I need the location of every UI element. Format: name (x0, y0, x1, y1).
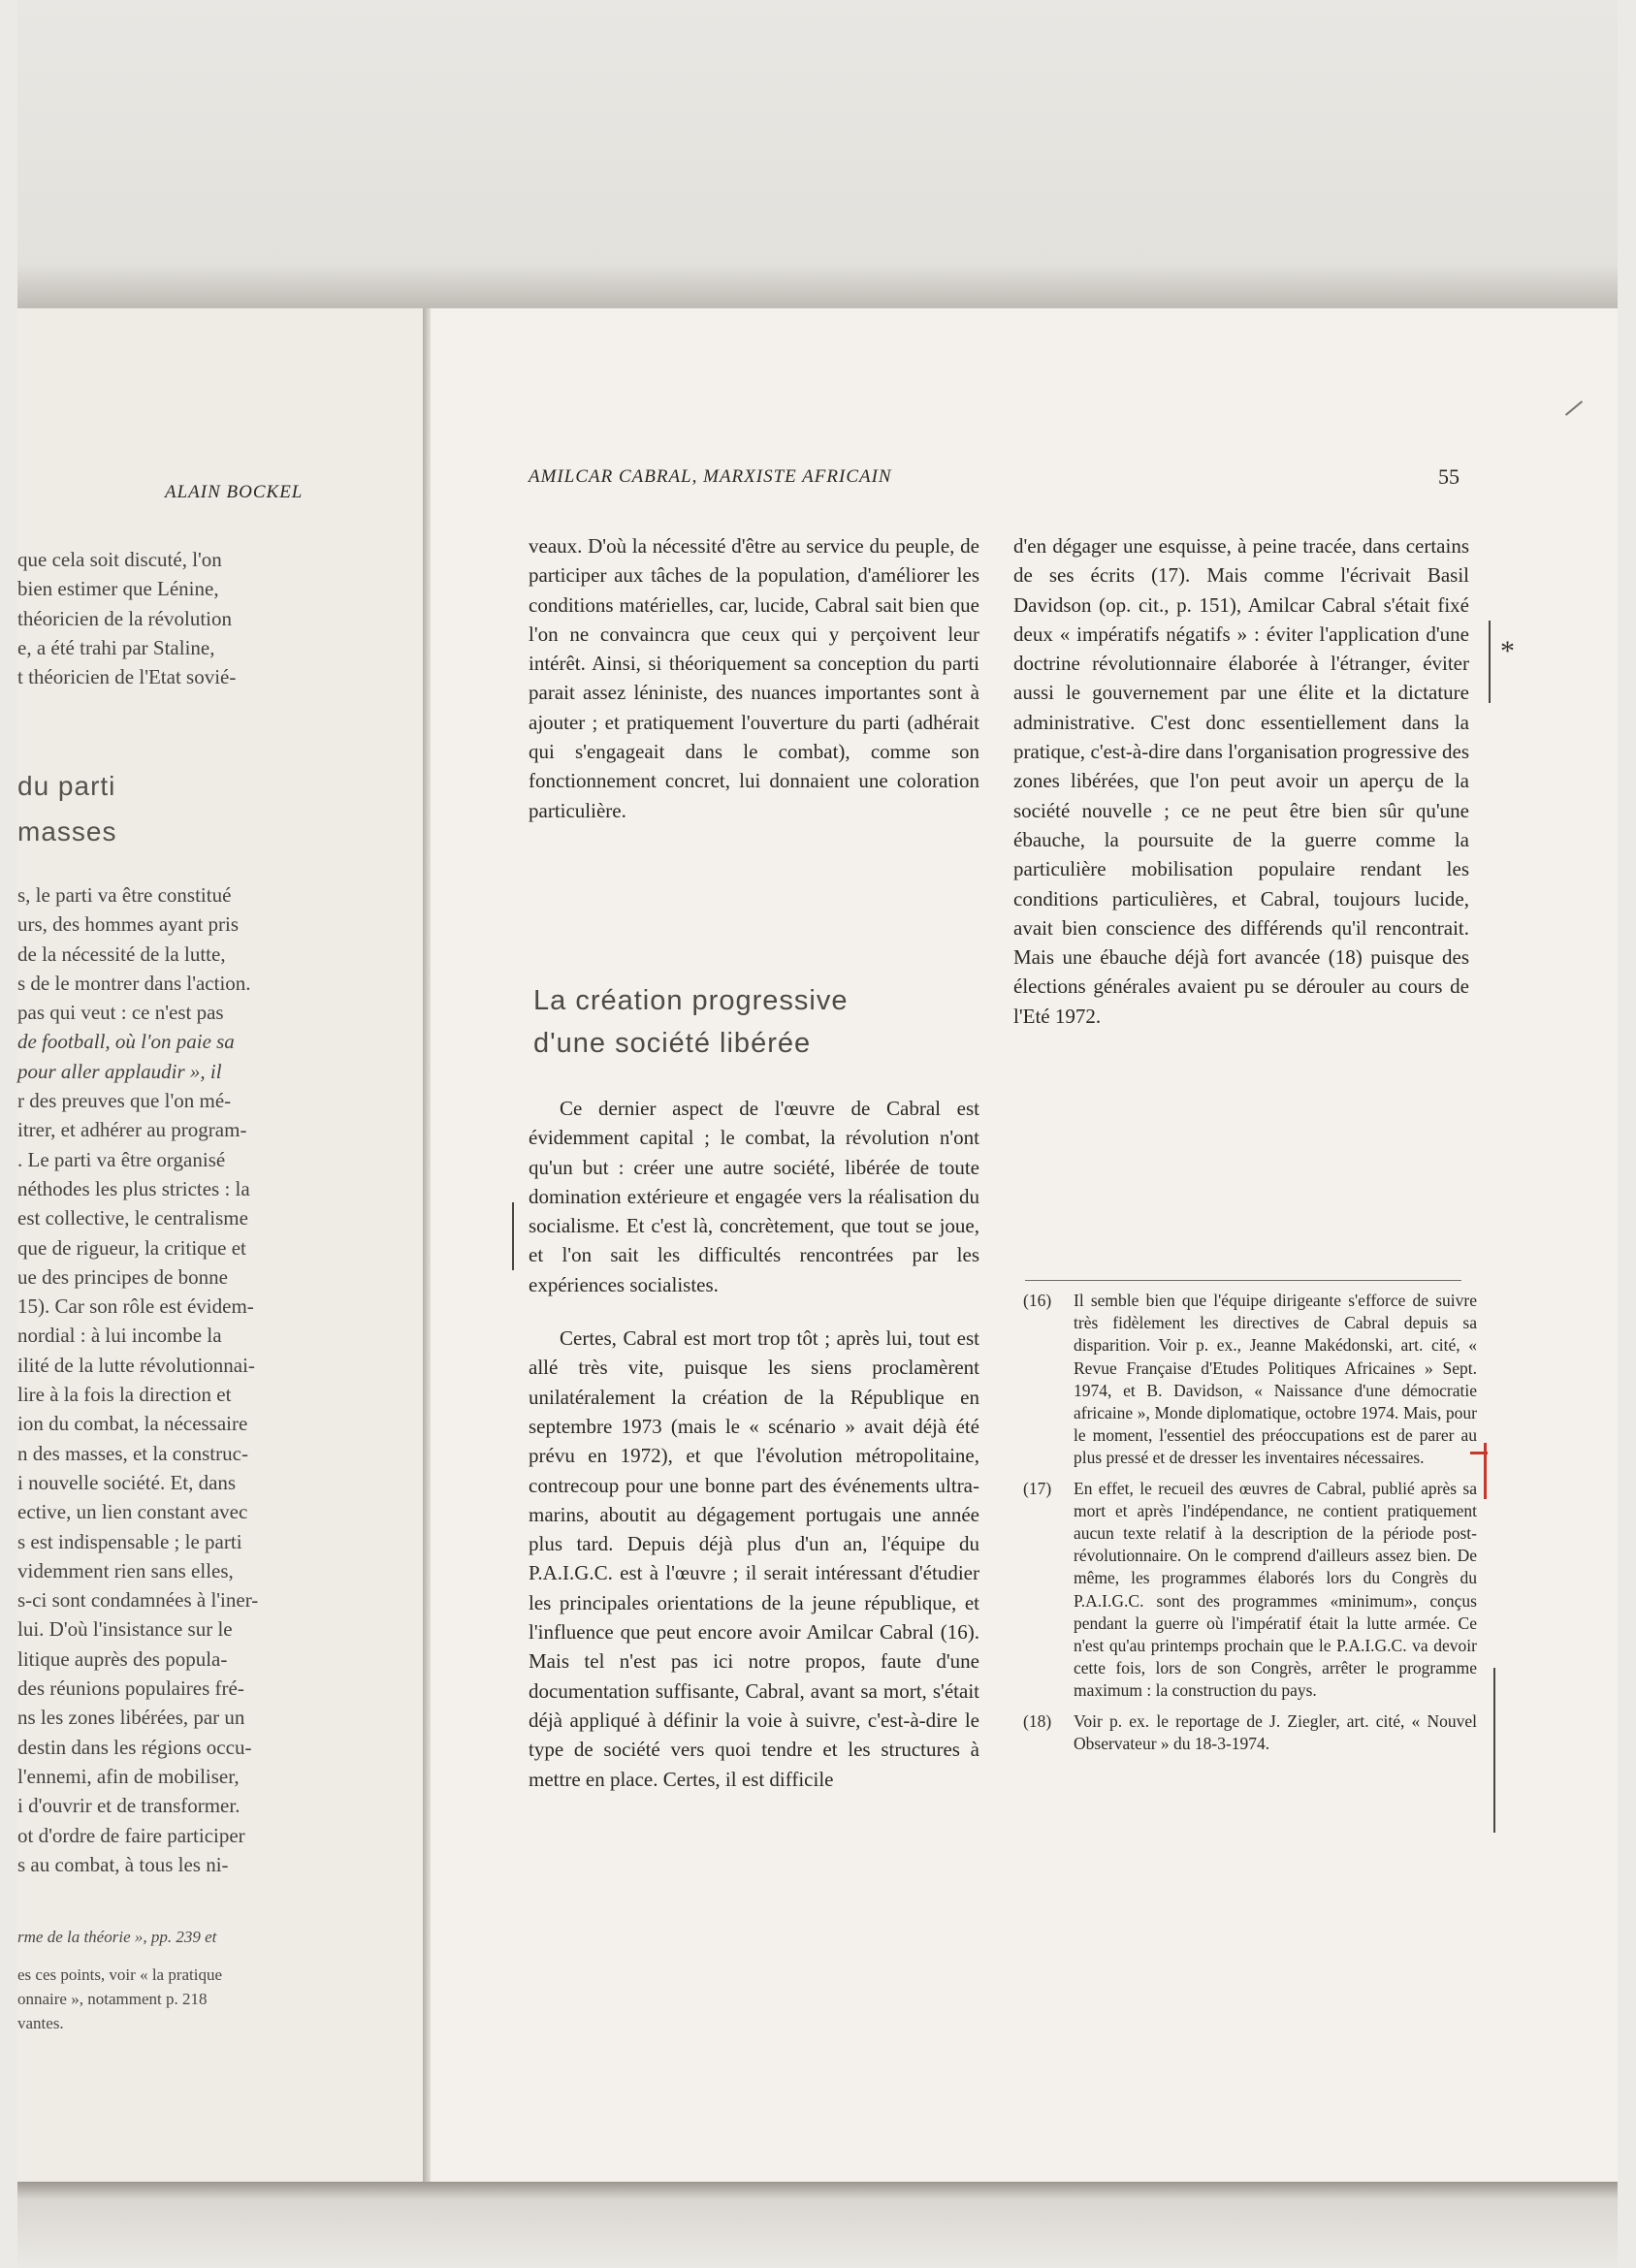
left-line: des réunions populaires fré- (17, 1677, 244, 1701)
left-line: s est indispensable ; le parti (17, 1529, 242, 1553)
footnote-number: (17) (1023, 1478, 1052, 1498)
left-line: néthodes les plus strictes : la (17, 1176, 250, 1200)
scan-background-top (17, 0, 1618, 310)
left-page-text-body (17, 880, 347, 1879)
left-note-line: rme de la théorie », pp. 239 et (17, 1928, 217, 1946)
footnote-text: En effet, le recueil des œuvres de Cabral, publié après sa mort et après l'indépendance, ne contient pratiquement aucun texte relatif à la description de la période post-révolutionnaire. On le comprend d'ailleurs assez bien. De même, les programmes élaborés lors du Congrès du P.A.I.G.C. sont des programmes «minimum», conçus pendant la guerre où l'impératif était la lutte armée. Ce n'est qu'au printemps prochain que le P.A.I.G.C. va devoir cette fois, lors de son Congrès, arrêter le programme maximum : la construction du pays. (1074, 1478, 1477, 1701)
left-page-text-top (17, 545, 347, 691)
left-line: 15). Car son rôle est évidem- (17, 1294, 254, 1319)
margin-mark-bar (512, 1202, 514, 1270)
left-section-heading-1: du parti (17, 771, 116, 801)
left-line: i nouvelle société. Et, dans (17, 1470, 237, 1494)
footnote (1023, 1478, 1477, 1703)
left-line: ns les zones libérées, par un (17, 1706, 245, 1730)
footnote-number: (16) (1023, 1291, 1052, 1310)
left-line: que cela soit discuté, l'on (17, 548, 222, 571)
left-line: de football, où l'on paie sa (17, 1030, 235, 1054)
left-line: t théoricien de l'Etat sovié- (17, 665, 237, 689)
left-line: i d'ouvrir et de transformer. (17, 1794, 241, 1818)
left-line: n des masses, et la construc- (17, 1441, 248, 1465)
left-note-line: onnaire », notamment p. 218 (17, 1990, 208, 2008)
left-line: itrer, et adhérer au program- (17, 1118, 247, 1142)
left-line: pour aller applaudir », il (17, 1059, 222, 1083)
footnote-text: Il semble bien que l'équipe dirigeante s'efforce de suivre très fidèlement les directives de Cabral depuis sa disparition. Voir p. ex., Jeanne Makédonski, art. cité, « Revue Française d'Etudes Politiques Africaines » Sept. 1974, et B. Davidson, « Naissance d'une démocratie africaine », Monde diplomatique, octobre 1974. Mais, pour le moment, l'essentiel des préoccupations est de parer au plus pressé et de dresser les inventaires nécessaires. (1074, 1291, 1477, 1468)
left-note-line: vantes. (17, 2014, 64, 2032)
column-1-bottom (529, 1094, 979, 1794)
left-line: ective, un lien constant avec (17, 1500, 248, 1524)
left-line: l'ennemi, afin de mobiliser, (17, 1764, 240, 1788)
left-line: pas qui veut : ce n'est pas (17, 1001, 224, 1025)
left-line: videmment rien sans elles, (17, 1558, 234, 1582)
left-line: . Le parti va être organisé (17, 1147, 226, 1171)
section-heading (533, 979, 960, 1065)
left-section-heading-2: masses (17, 816, 117, 847)
left-line: est collective, le centralisme (17, 1206, 248, 1230)
left-line: s, le parti va être constitué (17, 883, 232, 907)
footnote-number: (18) (1023, 1710, 1052, 1731)
left-line: s-ci sont condamnées à l'iner- (17, 1588, 259, 1613)
left-page-footnotes (17, 1925, 347, 2035)
page-fold (423, 308, 431, 2185)
page-number: 55 (1438, 464, 1460, 489)
left-line: ion du combat, la nécessaire (17, 1412, 248, 1436)
left-line: r des preuves que l'on mé- (17, 1089, 232, 1113)
section-heading-line: d'une société libérée (533, 1028, 812, 1059)
margin-star-mark: * (1500, 635, 1515, 667)
footnote-rule (1025, 1280, 1461, 1281)
left-line: lui. D'où l'insistance sur le (17, 1617, 233, 1642)
paragraph: Certes, Cabral est mort trop tôt ; après lui, tout est allé très vite, puisque les siens proclamèrent unilatéralement la création de la République en septembre 1973 (mais le « scénario » avait déjà été prévu en 1972), et que l'évolution métropolitaine, contrecoup pour une bonne part des événements ultra-marins, aboutit au dégagement portugais une année plus tard. Depuis déjà plus d'un an, l'équipe du P.A.I.G.C. est à l'œuvre ; il serait intéressant d'étudier les principales orientations de la jeune république, et l'influence que peut encore avoir Amilcar Cabral (16). Mais tel n'est pas ici notre propos, faute d'une documentation suffisante, Cabral, avant sa mort, s'était déjà appliqué à définir la voie à suivre, c'est-à-dire le type de société vers quoi tendre et les structures à mettre en place. Certes, il est difficile (529, 1326, 979, 1791)
column-1-top (529, 531, 979, 825)
left-line: e, a été trahi par Staline, (17, 635, 215, 659)
paragraph: d'en dégager une esquisse, à peine tracée, dans certains de ses écrits (17). Mais comme l'écrivait Basil Davidson (op. cit., p. 151), Amilcar Cabral s'était fixé deux « impératifs négatifs » : éviter l'application d'une doctrine révolutionnaire élaborée à l'étranger, éviter aussi le gouvernement par une élite et la dictature administrative. C'est donc essentiellement dans la pratique, c'est-à-dire dans l'organisation progressive des zones libérées, que l'on peut avoir un aperçu de la société nouvelle ; ce ne peut être bien sûr qu'une ébauche, la poursuite de la guerre comme la particulière mobilisation populaire rendant les conditions particulières, et Cabral, toujours lucide, avait bien conscience des différends qu'il rencontrait. Mais une ébauche déjà fort avancée (18) puisque des élections générales avaient pu se dérouler au cours de l'Eté 1972. (1013, 534, 1469, 1028)
footnotes (1023, 1290, 1477, 1763)
left-line: que de rigueur, la critique et (17, 1235, 246, 1260)
left-line: nordial : à lui incombe la (17, 1324, 222, 1348)
left-line: ue des principes de bonne (17, 1264, 228, 1289)
red-pencil-mark (1470, 1452, 1488, 1454)
left-line: urs, des hommes ayant pris (17, 912, 240, 937)
running-head-right: AMILCAR CABRAL, MARXISTE AFRICAIN (529, 466, 892, 487)
left-line: ilité de la lutte révolutionnai- (17, 1353, 255, 1377)
left-line: litique auprès des popula- (17, 1646, 228, 1671)
scan-background-bottom (17, 2182, 1618, 2268)
footnote (1023, 1290, 1477, 1470)
left-line: bien estimer que Lénine, (17, 577, 219, 601)
left-note-line: es ces points, voir « la pratique (17, 1965, 223, 1984)
section-heading-line: La création progressive (533, 985, 849, 1016)
left-line: s de le montrer dans l'action. (17, 971, 251, 995)
left-line: théoricien de la révolution (17, 606, 233, 630)
running-head-left: ALAIN BOCKEL (165, 482, 304, 502)
left-line: ot d'ordre de faire participer (17, 1823, 245, 1847)
margin-mark-bar (1489, 621, 1491, 703)
paragraph: veaux. D'où la nécessité d'être au service du peuple, de participer aux tâches de la population, d'améliorer les conditions matérielles, car, lucide, Cabral sait bien que l'on ne convaincra que ceux qui y perçoivent leur intérêt. Ainsi, si théoriquement sa conception du parti parait assez léniniste, des nuances importantes sont à ajouter ; et pratiquement l'ouverture du parti (adhérait qui s'engageait dans le combat), comme son fonctionnement concret, lui donnaient une coloration particulière. (529, 534, 979, 822)
footnote-text: Voir p. ex. le reportage de J. Ziegler, art. cité, « Nouvel Observateur » du 18-3-1974. (1074, 1710, 1477, 1753)
footnote (1023, 1710, 1477, 1755)
paragraph: Ce dernier aspect de l'œuvre de Cabral est évidemment capital ; le combat, la révolution n'ont qu'un but : créer une autre société, libérée de toute domination extérieure et engagée vers la réalisation du socialisme. Et c'est là, concrètement, que tout se joue, et l'on sait les difficultés rencontrées par les expériences socialistes. (529, 1097, 979, 1296)
left-line: de la nécessité de la lutte, (17, 942, 226, 966)
left-line: s au combat, à tous les ni- (17, 1852, 229, 1876)
left-line: destin dans les régions occu- (17, 1735, 252, 1759)
left-line: lire à la fois la direction et (17, 1383, 232, 1407)
column-2 (1013, 531, 1469, 1031)
margin-mark-bar (1493, 1668, 1495, 1833)
